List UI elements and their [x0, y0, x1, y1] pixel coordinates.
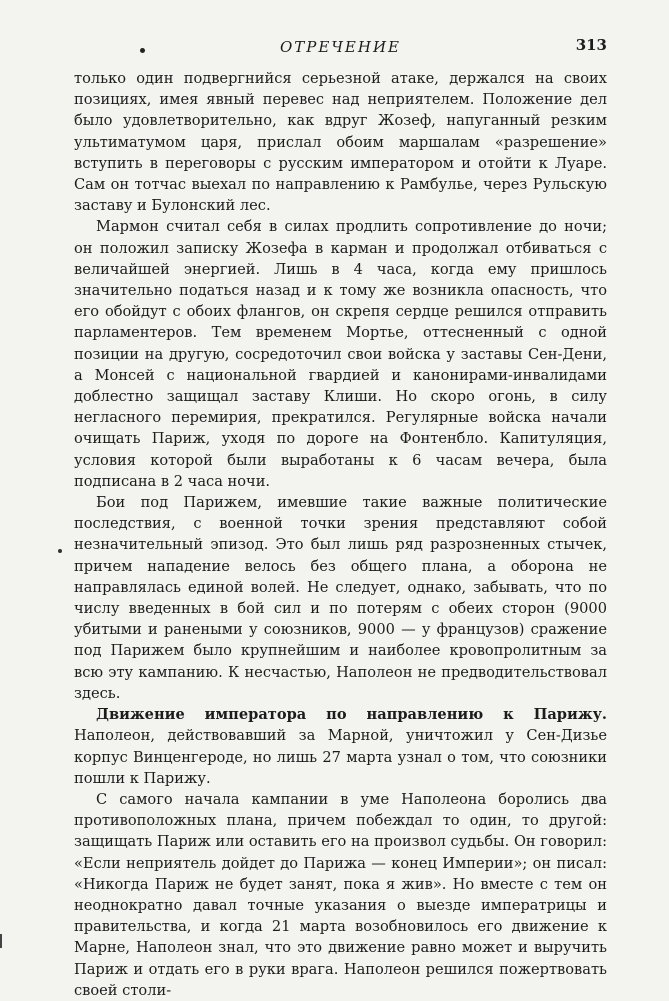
- paragraph-1: только один подвергнийся серьезной атаке, держался на своих позициях, имея явный перевес над неприятелем. Положение дел было удовлетворительно, как вдруг Жозеф, напуганный резким ультиматумом царя, прислал обоим маршалам «разрешение» вступить в переговоры с русским императором и отойти к Луаре. Сам он тотчас выехал по направлению к Рамбулье, через Рульскую заставу и Булонский лес.: [74, 70, 607, 215]
- paragraph-2: Мармон считал себя в силах продлить сопротивление до ночи; он положил записку Жозефа в карман и продолжал отбиваться с величайшей энергией. Лишь в 4 часа, когда ему пришлось значительно податься назад и к тому же возникла опасность, что его обойдут с обоих флангов, он скрепя сердце решился отправить парламентеров. Тем временем Мортье, оттесненный с одной позиции на другую, сосредоточил свои войска у заставы Сен-Дени, а Монсей с национальной гвардией и канонирами-инвалидами доблестно защищал заставу Клиши. Но скоро огонь, в силу негласного перемирия, прекратился. Регулярные войска начали очищать Париж, уходя по дороге на Фонтенбло. Капитуляция, условия которой были выработаны к 6 часам вечера, была подписана в 2 часа ночи.: [74, 218, 607, 490]
- running-title: ОТРЕЧЕНИЕ: [279, 38, 401, 56]
- page-number: 313: [575, 36, 607, 54]
- paragraph-4-text: Наполеон, действовавший за Марной, уничтожил у Сен-Дизье корпус Винценгероде, но лишь 27 марта узнал о том, что союзники пошли к Парижу.: [74, 727, 607, 787]
- paragraph-3: Бои под Парижем, имевшие такие важные политические последствия, с военной точки зрения представляют собой незначительный эпизод. Это был лишь ряд разрозненных стычек, причем нападение велось без общего плана, а оборона не направлялась единой волей. Не следует, однако, забывать, что по числу введенных в бой сил и по потерям с обеих сторон (9000 убитыми и ранеными у союзников, 9000 — у французов) сражение под Парижем было крупнейшим и наиболее кровопролитным за всю эту кампанию. К несчастью, Наполеон не предводительствовал здесь.: [74, 494, 607, 702]
- page-body: [74, 68, 607, 1001]
- section-heading: Движение императора по направлению к Парижу.: [96, 706, 607, 724]
- paragraph-5: С самого начала кампании в уме Наполеона боролись два противоположных плана, причем побеждал то один, то другой: защищать Париж или оставить его на произвол судьбы. Он говорил: «Если неприятель дойдет до Парижа — конец Империи»; он писал: «Никогда Париж не будет занят, пока я жив». Но вместе с тем он неоднократно давал точные указания о выезде императрицы и правительства, и когда 21 марта возобновилось его движение к Марне, Наполеон знал, что это движение равно может и выручить Париж и отдать его в руки врага. Наполеон решился пожертвовать своей столи-: [74, 790, 607, 999]
- paragraph-4: [74, 704, 607, 789]
- edge-mark: [0, 934, 2, 948]
- margin-dot: [58, 549, 62, 553]
- page-header: [74, 36, 607, 58]
